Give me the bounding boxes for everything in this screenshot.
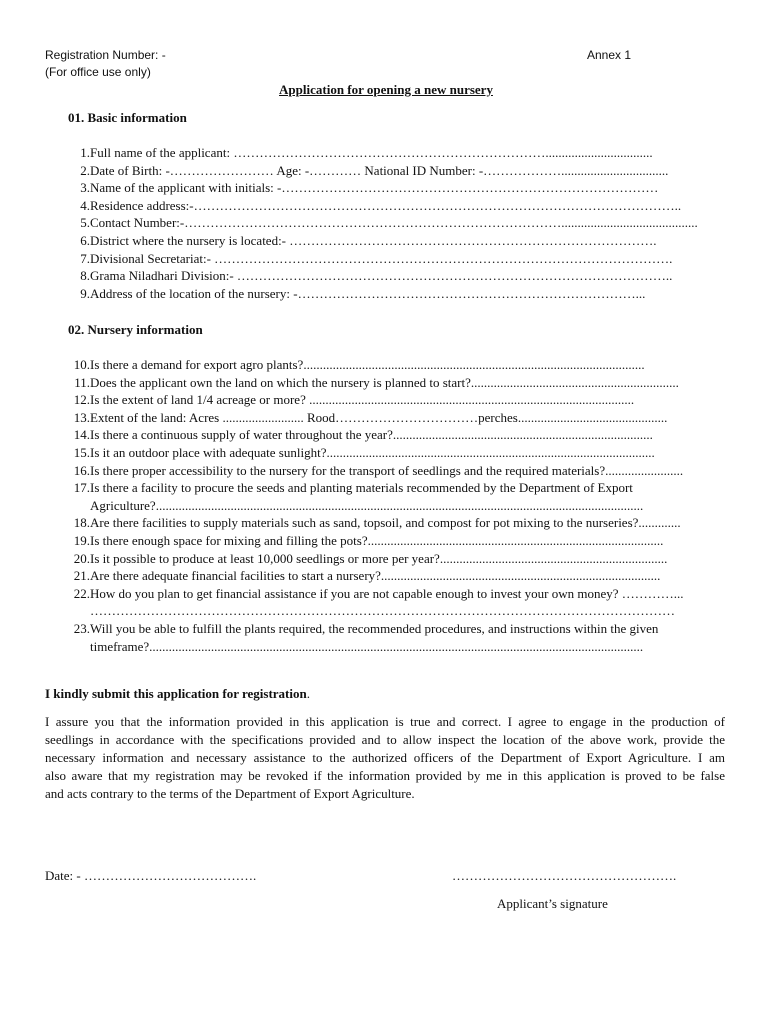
item-text: Is there enough space for mixing and filling the pots?........................................................................................... [90, 533, 664, 548]
item-number: 10. [73, 357, 90, 372]
item-number: 15. [73, 445, 90, 460]
nursery-information-list [66, 356, 726, 661]
item-text: Does the applicant own the land on which the nursery is planned to start?................................................................ [90, 374, 679, 390]
section-nursery-information-heading: 02. Nursery information [68, 322, 203, 337]
signature-line: ……………………………………………. [452, 868, 677, 883]
declaration-line: and acts contrary to the terms of the Department of Export Agriculture. [45, 786, 415, 801]
item-number: 3. [80, 180, 90, 196]
item-number: 22. [73, 585, 90, 601]
item-number: 21. [73, 568, 90, 584]
office-use-label: (For office use only) [45, 65, 151, 79]
item-number: 1. [80, 145, 90, 160]
declaration-line: necessary information and necessary assistance to the authorized officers of the Department of Export Agriculture. I am [45, 750, 725, 765]
item-text: Name of the applicant with initials: -…………………………………………………………………………… [90, 180, 659, 196]
item-text: Is it an outdoor place with adequate sunlight?..................................................................................................... [90, 445, 655, 460]
item-text: District where the nursery is located:- …………………………………………………………………………. [90, 233, 657, 248]
item-number: 23. [73, 621, 90, 636]
item-text: Will you be able to fulfill the plants required, the recommended procedures, and instructions within the given [90, 621, 659, 636]
declaration-line: seedlings in accordance with the specifications provided and to allow inspect the location of the above work, provide the [45, 732, 725, 747]
submit-statement: I kindly submit this application for registration. [45, 686, 310, 701]
item-text: Residence address:-………………………………………………………………………………………………….. [90, 197, 682, 213]
item-number: 14. [73, 427, 90, 443]
section-basic-information-heading: 01. Basic information [68, 110, 187, 125]
item-number: 19. [73, 533, 90, 548]
item-text: Is there a continuous supply of water throughout the year?................................................................................ [90, 427, 653, 443]
item-number: 6. [80, 233, 90, 248]
declaration-paragraph [45, 713, 725, 803]
item-number: 20. [73, 550, 90, 566]
item-text: ……………………………………………………………………………………………………………………… [90, 603, 675, 619]
declaration-line: also aware that my registration may be revoked if the information provided by me in this application is proved to be false [45, 768, 725, 783]
item-number: 5. [80, 215, 90, 231]
item-number: 13. [73, 409, 90, 425]
item-text: Address of the location of the nursery: -……………………………………………………………………... [90, 285, 646, 301]
item-text: Are there adequate financial facilities to start a nursery?...................................................................................... [90, 568, 661, 584]
item-text: Grama Niladhari Division:- ……………………………………………………………………………………….. [90, 268, 673, 284]
item-number: 18. [73, 515, 90, 531]
item-number: 17. [73, 480, 90, 496]
item-text: Full name of the applicant: ………………………………………………………………................................. [90, 145, 653, 160]
item-text: timeframe?........................................................................................................................................................ [90, 638, 644, 654]
item-text: Agriculture?...................................................................................................................................................... [90, 497, 644, 513]
date-field: Date: - …………………………………. [45, 868, 257, 883]
item-text: Extent of the land: Acres ......................... Rood……………………………perches.............................................. [90, 409, 668, 425]
item-text: Is the extent of land 1/4 acreage or more? .................................................................................................... [90, 392, 635, 408]
item-text: Is there a facility to procure the seeds and planting materials recommended by the Department of Export [90, 480, 633, 496]
item-number: 8. [80, 268, 90, 284]
item-number: 11. [74, 374, 90, 390]
item-number: 9. [80, 285, 90, 301]
item-text: Is there proper accessibility to the nursery for the transport of seedlings and the required materials?........................ [90, 462, 684, 478]
annex-label: Annex 1 [587, 48, 632, 62]
item-text: Are there facilities to supply materials such as sand, topsoil, and compost for pot mixing to the nurseries?............. [90, 515, 681, 531]
item-text: How do you plan to get financial assistance if you are not capable enough to invest your own money? …………... [90, 585, 684, 601]
item-number: 16. [73, 462, 90, 478]
item-text: Is there a demand for export agro plants?......................................................................................................... [90, 357, 645, 372]
item-number: 2. [80, 162, 90, 178]
item-number: 7. [80, 250, 90, 266]
item-text: Is it possible to produce at least 10,000 seedlings or more per year?...................................................................... [90, 550, 668, 566]
item-text: Divisional Secretariat:- ……………………………………………………………………………………………. [90, 250, 673, 266]
basic-information-list [66, 144, 726, 309]
item-number: 12. [73, 392, 90, 408]
page-title: Application for opening a new nursery [279, 82, 493, 97]
item-text: Contact Number:-…………………………………………………………………………….......................................... [90, 215, 698, 231]
declaration-line: I assure you that the information provided in this application is true and correct. I agree to engage in the production of [45, 714, 725, 729]
registration-number-label: Registration Number: - [45, 48, 166, 62]
item-number: 4. [80, 197, 90, 213]
item-text: Date of Birth: -…………………… Age: -………… National ID Number: -………………................................. [90, 162, 669, 178]
signature-label: Applicant’s signature [497, 896, 608, 911]
